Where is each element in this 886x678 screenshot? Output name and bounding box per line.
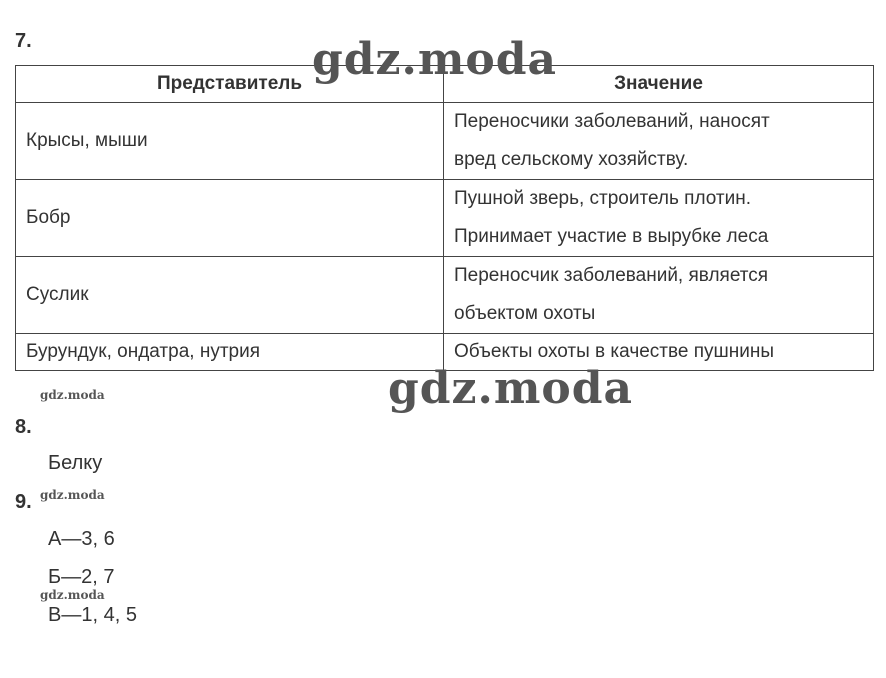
watermark-logo: gdz.moda <box>388 363 634 414</box>
task-9-answer-b: Б—2, 7 <box>48 566 115 588</box>
header-representative: Представитель <box>16 66 444 103</box>
cell-meaning-line: вред сельскому хозяйству. <box>454 149 689 170</box>
cell-representative: Бобр <box>16 180 444 257</box>
watermark-small: gdz.moda <box>40 488 105 502</box>
cell-meaning-line: Пушной зверь, строитель плотин. <box>454 188 751 209</box>
table-header-row <box>16 66 874 103</box>
cell-representative: Суслик <box>16 257 444 334</box>
table-row <box>16 103 874 180</box>
cell-meaning <box>444 257 874 334</box>
watermark-small: gdz.moda <box>40 388 105 402</box>
cell-meaning-line: Объекты охоты в качестве пушнины <box>454 341 774 362</box>
table-row <box>16 180 874 257</box>
representatives-table <box>15 65 874 371</box>
cell-meaning-line: Переносчик заболеваний, является <box>454 265 769 286</box>
table-row <box>16 334 874 371</box>
watermark-small: gdz.moda <box>40 588 105 602</box>
cell-meaning-line: Переносчики заболеваний, наносят <box>454 111 770 132</box>
watermark-logo: gdz.moda <box>312 34 558 85</box>
header-meaning: Значение <box>444 66 874 103</box>
task-9-answer-c: В—1, 4, 5 <box>48 604 137 626</box>
task-9-number: 9. <box>15 491 32 513</box>
cell-representative: Крысы, мыши <box>16 103 444 180</box>
cell-meaning <box>444 103 874 180</box>
cell-meaning <box>444 180 874 257</box>
task-8-answer: Белку <box>48 452 103 474</box>
task-9-answer-a: А—3, 6 <box>48 528 115 550</box>
task-8-number: 8. <box>15 416 32 438</box>
cell-representative: Бурундук, ондатра, нутрия <box>16 334 444 371</box>
cell-meaning-line: Принимает участие в вырубке леса <box>454 226 769 247</box>
table-row <box>16 257 874 334</box>
cell-meaning <box>444 334 874 371</box>
cell-meaning-line: объектом охоты <box>454 303 596 324</box>
task-7-number: 7. <box>15 30 32 52</box>
